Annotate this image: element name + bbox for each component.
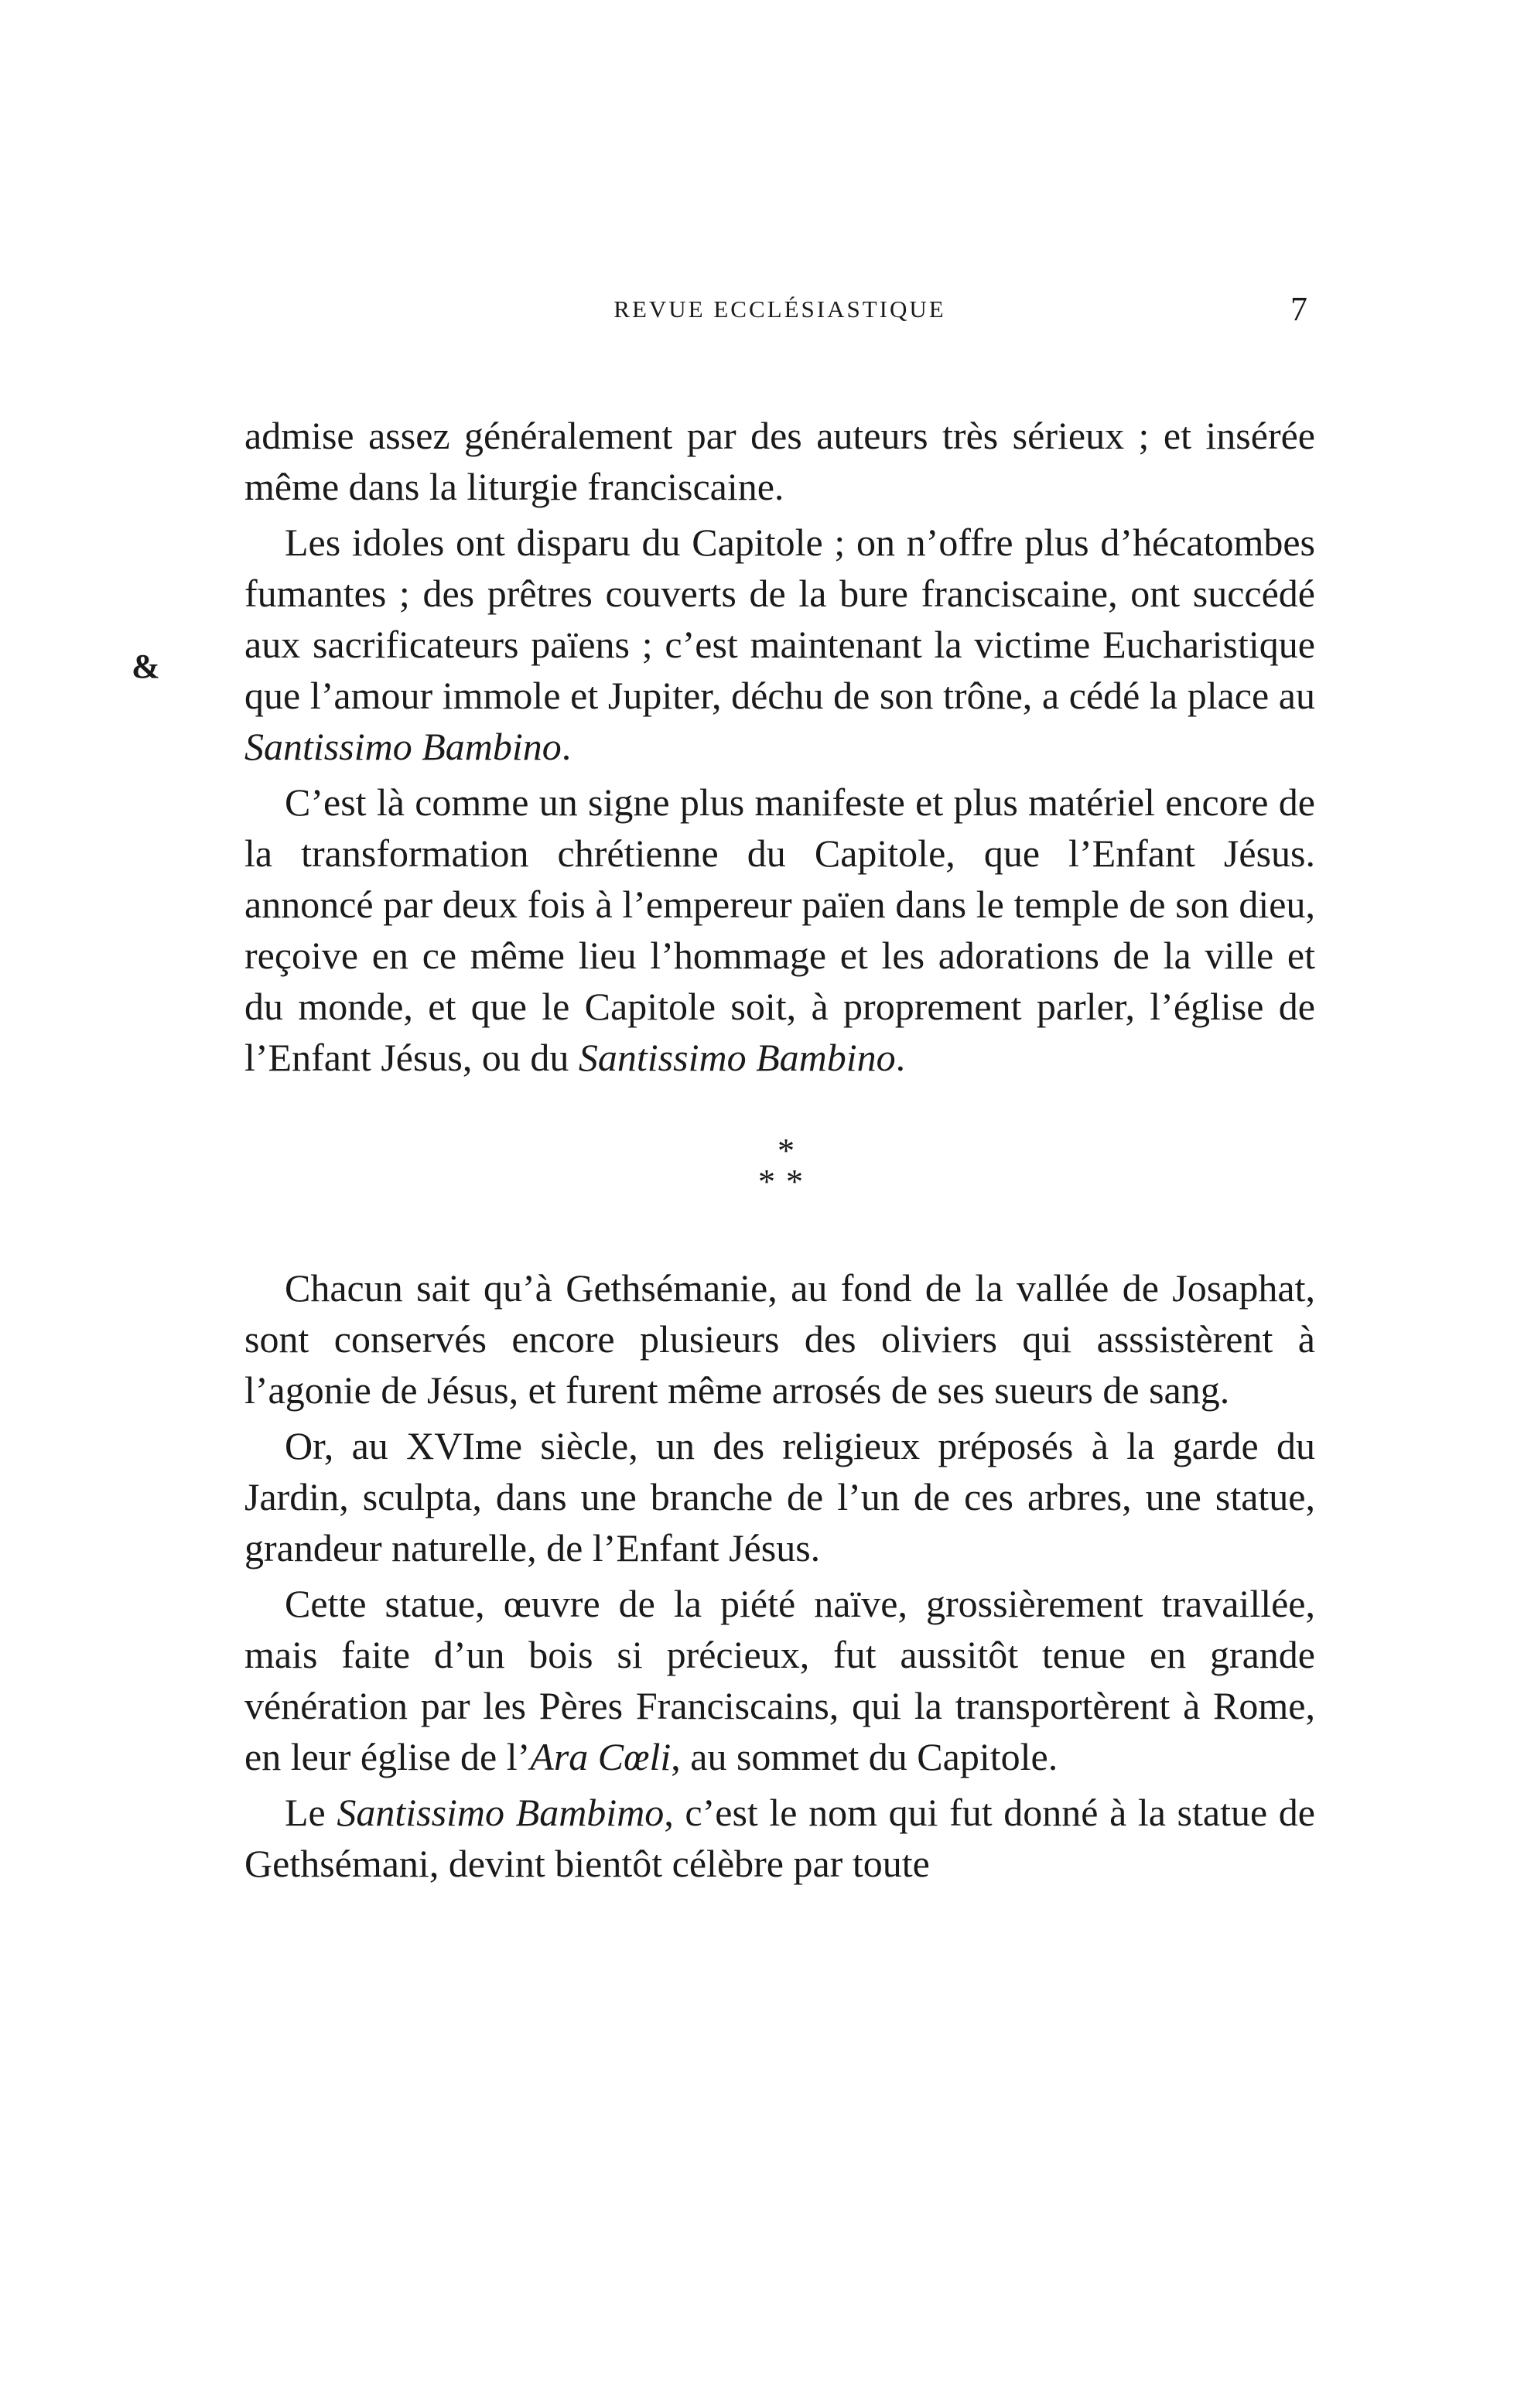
margin-mark: & xyxy=(132,647,160,685)
paragraph-text: Or, au XVIme siècle, un des religieux préposés à la garde du Jardin, sculpta, dans une branche de l’un de ces arbres, une statue, grandeur naturelle, de l’Enfant Jésus. xyxy=(244,1424,1315,1569)
section-break-asterism xyxy=(740,1132,832,1201)
page-header xyxy=(244,290,1315,342)
paragraph xyxy=(244,1578,1315,1782)
paragraph-text: . xyxy=(895,1036,906,1079)
paragraph-text: Le xyxy=(285,1791,337,1834)
paragraph-text: Chacun sait qu’à Gethsémanie, au fond de la vallée de Josaphat, sont conservés encore plusieurs des oliviers qui asssistèrent à l’agonie de Jésus, et furent même arrosés de ses sueurs de sang. xyxy=(244,1266,1315,1412)
italic-text: Santissimo Bambino xyxy=(578,1036,896,1079)
running-title: REVUE ECCLÉSIASTIQUE xyxy=(613,295,946,323)
asterism-top: * xyxy=(778,1132,795,1170)
paragraph-text: Les idoles ont disparu du Capitole ; on n’offre plus d’hécatombes fumantes ; des prêtres couverts de la bure franciscaine, ont succédé aux sacrificateurs païens ; c’est maintenant la victime Eucharistique que l’amour immole et Jupiter, déchu de son trône, a cédé la place au xyxy=(244,521,1315,717)
asterism-bottom: ** xyxy=(758,1163,814,1201)
paragraph-text: , c’est le nom qui fut donné à la statue de Gethsémani, devint bientôt célèbre par toute xyxy=(244,1791,1315,1885)
page-number: 7 xyxy=(1290,290,1307,328)
paragraph xyxy=(244,1787,1315,1889)
paragraph xyxy=(244,410,1315,512)
paragraph-text: C’est là comme un signe plus manifeste et plus matériel encore de la transformation chrétienne du Capitole, que l’Enfant Jésus. annoncé par deux fois à l’empereur païen dans le temple de son dieu, reçoive en ce même lieu l’hommage et les adorations de la ville et du monde, et que le Capitole soit, à proprement parler, l’église de l’Enfant Jésus, ou du xyxy=(244,780,1315,1079)
paragraph xyxy=(244,777,1315,1083)
paragraph-text: , au sommet du Capitole. xyxy=(671,1735,1058,1778)
paragraph xyxy=(244,1420,1315,1573)
paragraph xyxy=(244,517,1315,772)
body-text xyxy=(244,410,1315,1889)
paragraph-text: admise assez généralement par des auteurs très sérieux ; et insérée même dans la liturgie franciscaine. xyxy=(244,414,1315,508)
italic-text: Santissimo Bambimo xyxy=(337,1791,665,1834)
italic-text: Ara Cœli xyxy=(530,1735,672,1778)
paragraph-text: Cette statue, œuvre de la piété naïve, grossièrement travaillée, mais faite d’un bois si précieux, fut aussitôt tenue en grande vénération par les Pères Franciscains, qui la transportèrent à Rome, en leur église de l’ xyxy=(244,1582,1315,1778)
italic-text: Santissimo Bambino xyxy=(244,725,562,768)
paragraph-text: . xyxy=(561,725,572,768)
paragraph xyxy=(244,1262,1315,1416)
